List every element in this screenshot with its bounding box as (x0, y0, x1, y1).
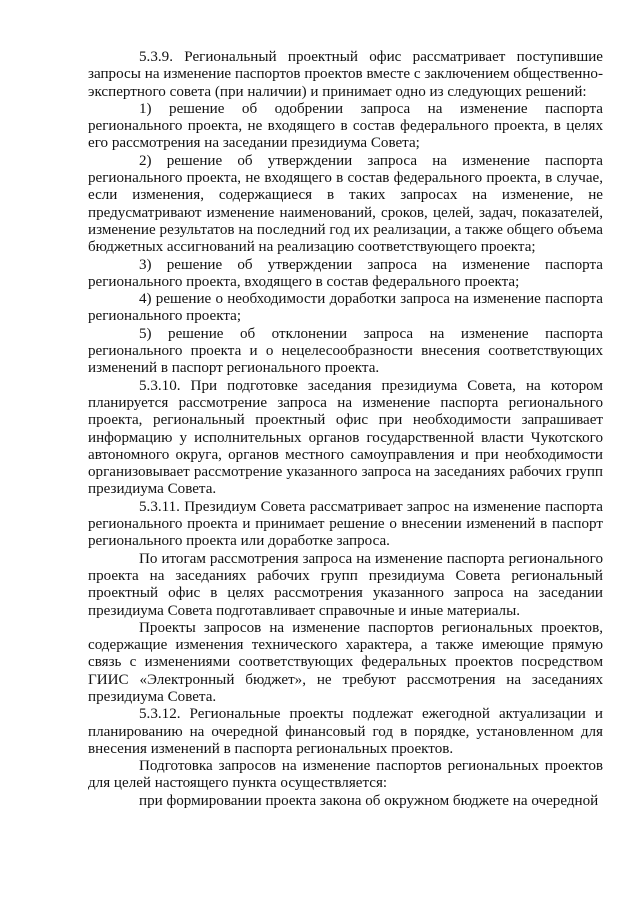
paragraph-review-results: По итогам рассмотрения запроса на изменение паспорта регионального проекта на заседаниях рабочих групп президиума Совета региональный проектный офис в целях рассмотрения указанного запроса на заседании президиума Совета подготавливает справочные и иные материалы. (88, 550, 603, 619)
paragraph-decision-1: 1) решение об одобрении запроса на изменение паспорта регионального проекта, не входящего в состав федерального проекта, в целях его рассмотрения на заседании президиума Совета; (88, 100, 603, 152)
paragraph-decision-5: 5) решение об отклонении запроса на изменение паспорта регионального проекта и о нецелесообразности внесения соответствующих изменений в паспорт регионального проекта. (88, 325, 603, 377)
paragraph-decision-4: 4) решение о необходимости доработки запроса на изменение паспорта регионального проекта; (88, 291, 603, 325)
paragraph-5-3-10: 5.3.10. При подготовке заседания президиума Совета, на котором планируется рассмотрение запроса на изменение паспорта регионального проекта, региональный проектный офис при необходимости запрашивает информацию у исполнительных органов государственной власти Чукотского автономного округа, органов местного самоуправления и при необходимости организовывает рассмотрение указанного запроса на заседаниях рабочих групп президиума Совета. (88, 377, 603, 498)
paragraph-decision-3: 3) решение об утверждении запроса на изменение паспорта регионального проекта, входящего в состав федерального проекта; (88, 256, 603, 290)
paragraph-5-3-9: 5.3.9. Региональный проектный офис рассматривает поступившие запросы на изменение паспортов проектов вместе с заключением общественно-экспертного совета (при наличии) и принимает одно из следующих решений: (88, 49, 603, 100)
paragraph-budget-law: при формировании проекта закона об окружном бюджете на очередной (139, 792, 599, 809)
paragraph-request-preparation: Подготовка запросов на изменение паспортов региональных проектов для целей настоящего пункта осуществляется: (88, 758, 603, 792)
document-body (88, 49, 603, 810)
paragraph-5-3-12: 5.3.12. Региональные проекты подлежат ежегодной актуализации и планированию на очередной финансовый год в порядке, установленном для внесения изменений в паспорта региональных проектов. (88, 706, 603, 757)
paragraph-technical-changes: Проекты запросов на изменение паспортов региональных проектов, содержащие изменения технического характера, а также имеющие прямую связь с изменениями соответствующих федеральных проектов посредством ГИИС «Электронный бюджет», не требуют рассмотрения на заседаниях президиума Совета. (88, 619, 603, 705)
paragraph-decision-2: 2) решение об утверждении запроса на изменение паспорта регионального проекта, не входящего в состав федерального проекта, в случае, если изменения, содержащиеся в таких запросах на изменение, не предусматривают изменение наименований, сроков, целей, задач, показателей, изменение результатов на последний год их реализации, а также общего объема бюджетных ассигнований на реализацию соответствующего проекта; (88, 152, 603, 256)
paragraph-5-3-11: 5.3.11. Президиум Совета рассматривает запрос на изменение паспорта регионального проекта и принимает решение о внесении изменений в паспорт регионального проекта или доработке запроса. (88, 498, 603, 550)
